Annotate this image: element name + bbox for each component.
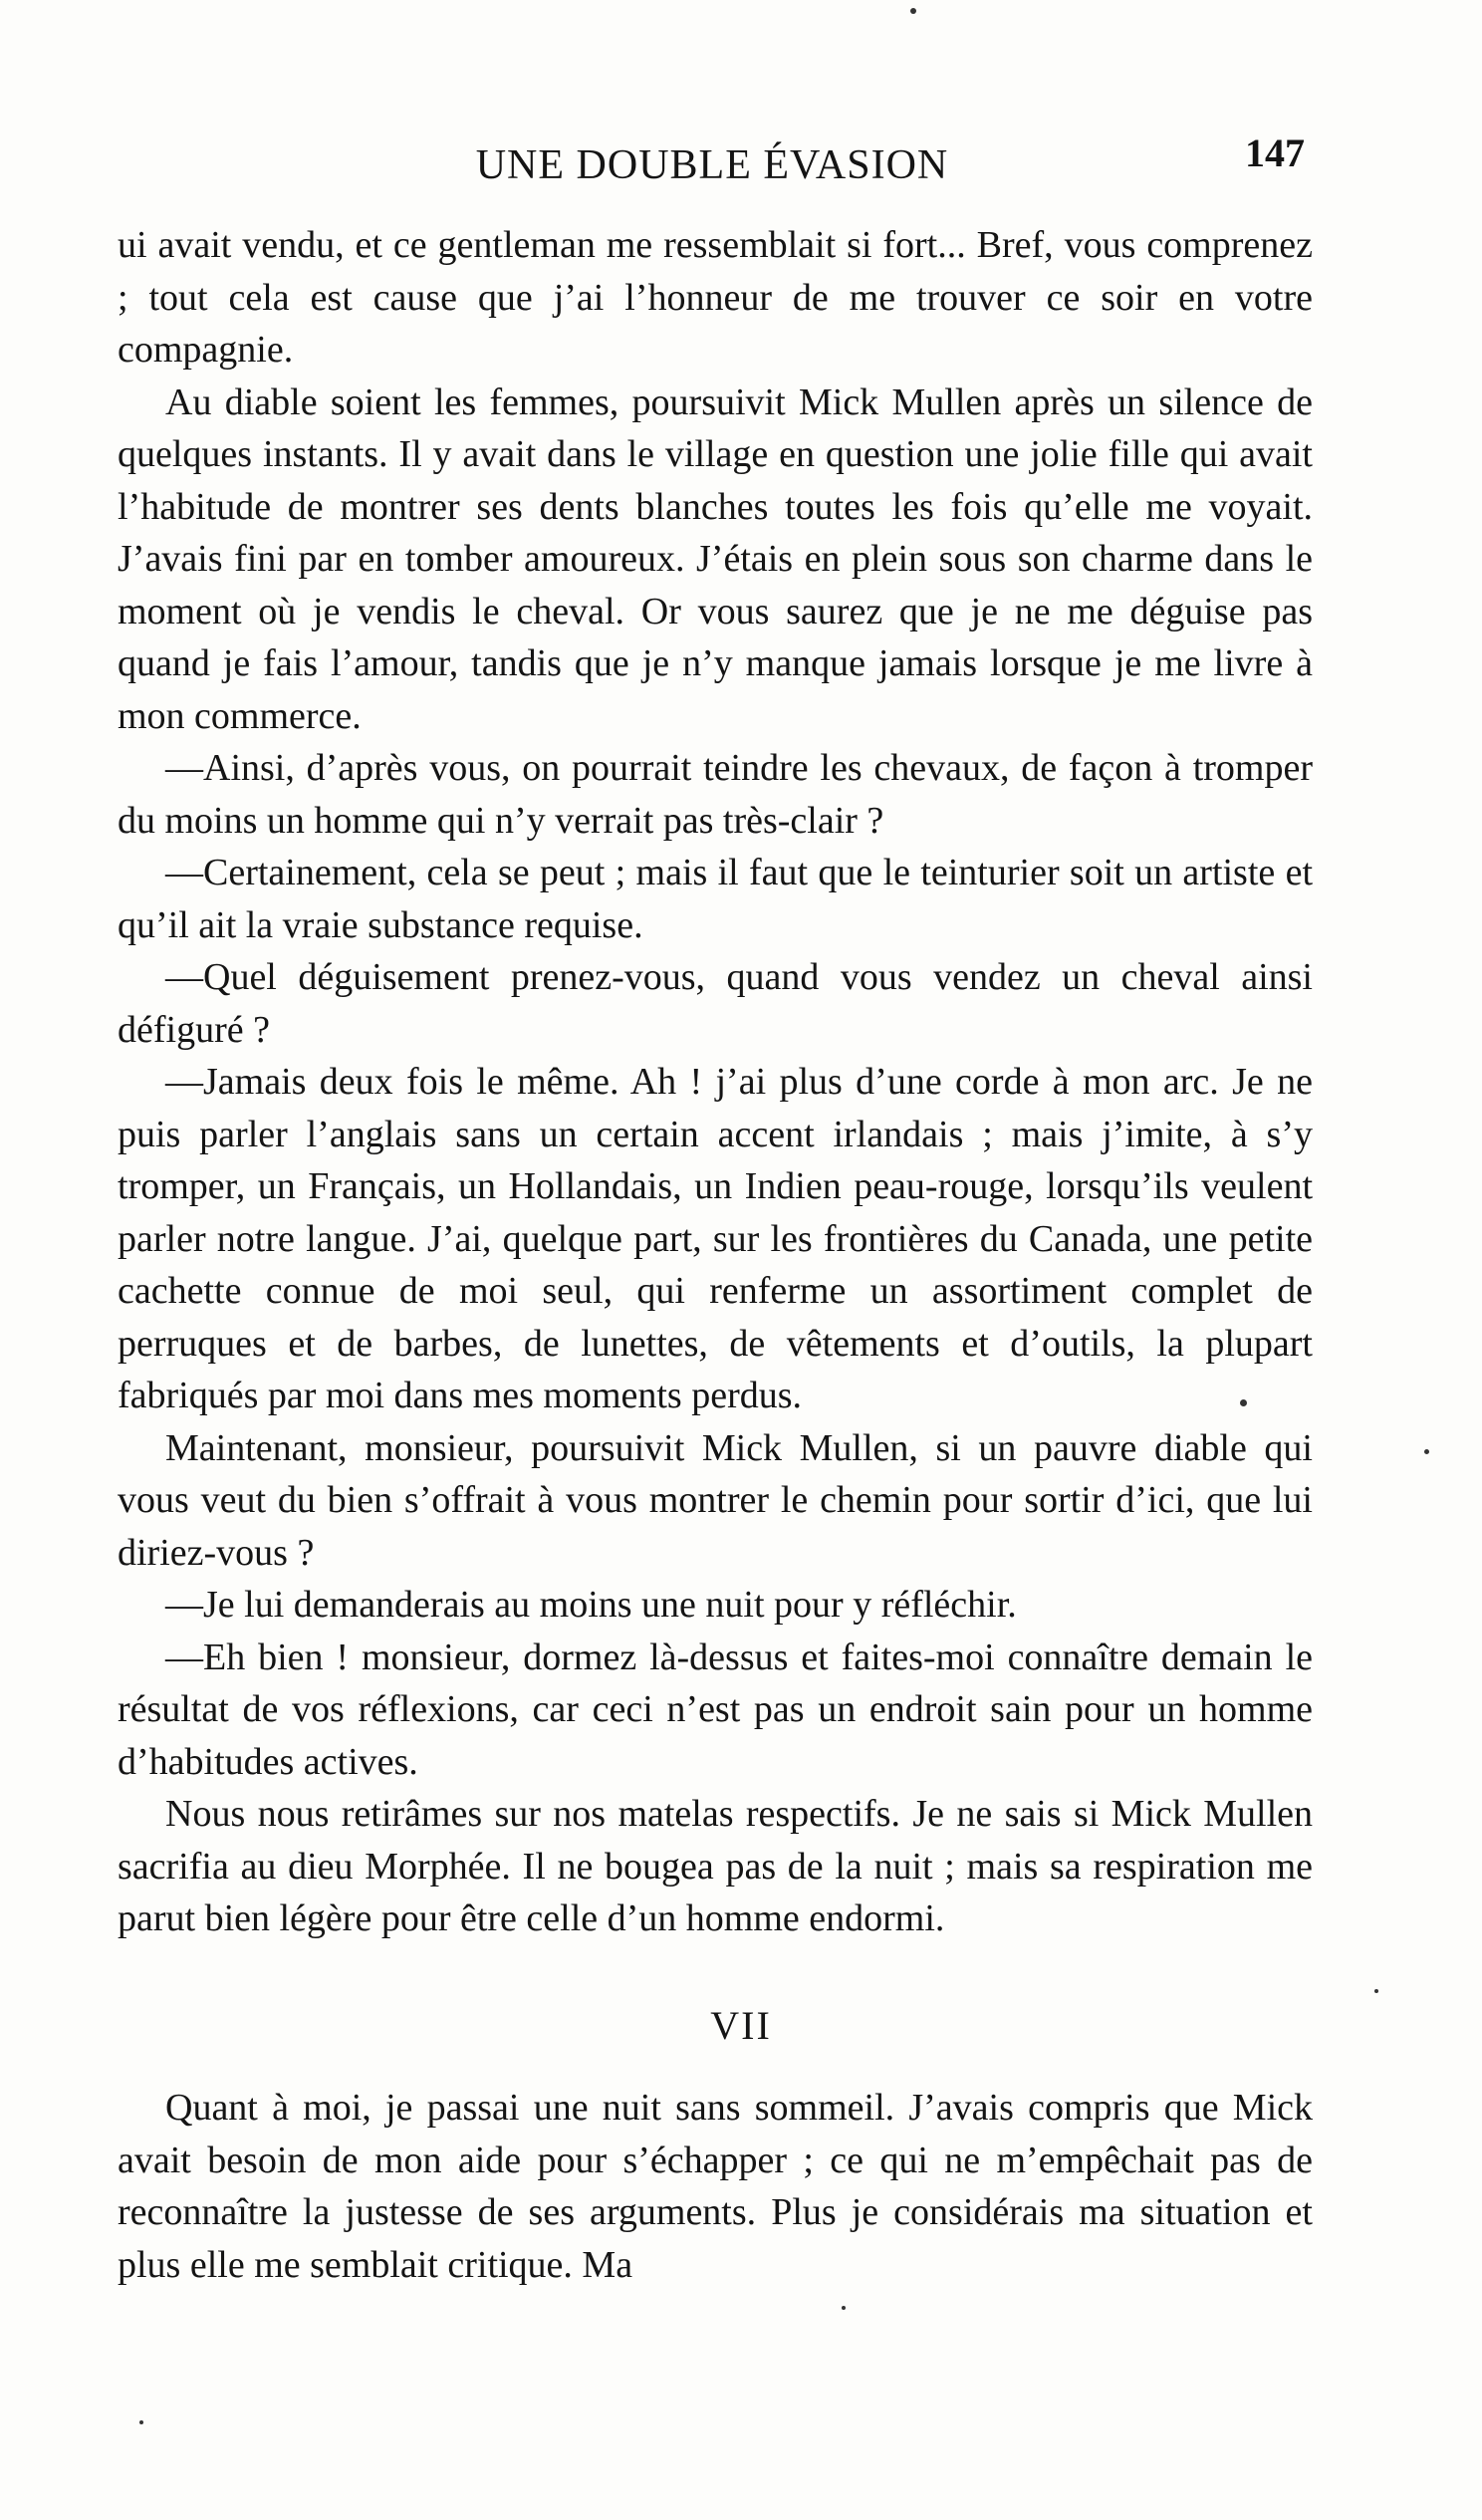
paragraph-2: Au diable soient les femmes, poursuivit Mick Mullen après un silence de quelques instants. Il y avait dans le village en question une jolie fille qui avait l’habitude de montrer ses dents blanches toutes les fois qu’elle me voyait. J’avais fini par en tomber amoureux. J’étais en plein sous son charme dans le moment où je vendis le cheval. Or vous saurez que je ne me déguise pas quand je fais l’amour, tandis que je n’y manque jamais lorsque je me livre à mon commerce. bbox=[118, 380, 1313, 737]
scan-speck bbox=[910, 8, 916, 14]
paragraph-9: —Eh bien ! monsieur, dormez là-dessus et faites-moi connaître demain le résultat de vos réflexions, car ceci n’est pas un endroit sain pour un homme d’habitudes actives. bbox=[118, 1636, 1313, 1783]
page-header bbox=[110, 129, 1315, 199]
running-title: UNE DOUBLE ÉVASION bbox=[475, 142, 949, 188]
paragraph-10: Nous nous retirâmes sur nos matelas respectifs. Je ne sais si Mick Mullen sacrifia au dieu Morphée. Il ne bougea pas de la nuit ; mais sa respiration me parut bien légère pour être celle d’un homme endormi. bbox=[118, 1793, 1313, 1939]
chapter-paragraph-1: Quant à moi, je passai une nuit sans sommeil. J’avais compris que Mick avait besoin de mon aide pour s’échapper ; ce qui ne m’empêchait pas de reconnaître la justesse de ses arguments. Plus je considérais ma situation et plus elle me semblait critique. Ma bbox=[118, 2087, 1313, 2286]
page-number: 147 bbox=[1245, 130, 1305, 175]
main-text bbox=[118, 219, 1313, 1945]
paragraph-5: —Quel déguisement prenez-vous, quand vous vendez un cheval ainsi défiguré ? bbox=[118, 956, 1313, 1051]
paragraph-3: —Ainsi, d’après vous, on pourrait teindre les chevaux, de façon à tromper du moins un homme qui n’y verrait pas très-clair ? bbox=[118, 747, 1313, 842]
chapter-heading: VII bbox=[710, 2003, 772, 2048]
scan-speck bbox=[1240, 1399, 1247, 1406]
paragraph-4: —Certainement, cela se peut ; mais il faut que le teinturier soit un artiste et qu’il ait la vraie substance requise. bbox=[118, 852, 1313, 946]
scan-speck bbox=[139, 2420, 143, 2424]
chapter-text bbox=[118, 2082, 1313, 2291]
scan-speck bbox=[842, 2306, 846, 2310]
scan-speck bbox=[1424, 1449, 1429, 1454]
paragraph-8: —Je lui demanderais au moins une nuit pour y réfléchir. bbox=[165, 1584, 1017, 1626]
paragraph-7: Maintenant, monsieur, poursuivit Mick Mullen, si un pauvre diable qui vous veut du bien s’offrait à vous montrer le chemin pour sortir d’ici, que lui diriez-vous ? bbox=[118, 1426, 1313, 1574]
paragraph-6: —Jamais deux fois le même. Ah ! j’ai plus d’une corde à mon arc. Je ne puis parler l’anglais sans un certain accent irlandais ; mais j’imite, à s’y tromper, un Français, un Hollandais, un Indien peau-rouge, lorsqu’ils veulent parler notre langue. J’ai, quelque part, sur les frontières du Canada, une petite cachette connue de moi seul, qui renferme un assortiment complet de perruques et de barbes, de lunettes, de vêtements et d’outils, la plupart fabriqués par moi dans mes moments perdus. bbox=[118, 1061, 1313, 1416]
scan-speck bbox=[1374, 1989, 1378, 1993]
paragraph-1: ui avait vendu, et ce gentleman me ressemblait si fort... Bref, vous comprenez ; tout cela est cause que j’ai l’honneur de me trouver ce soir en votre compagnie. bbox=[118, 224, 1313, 371]
